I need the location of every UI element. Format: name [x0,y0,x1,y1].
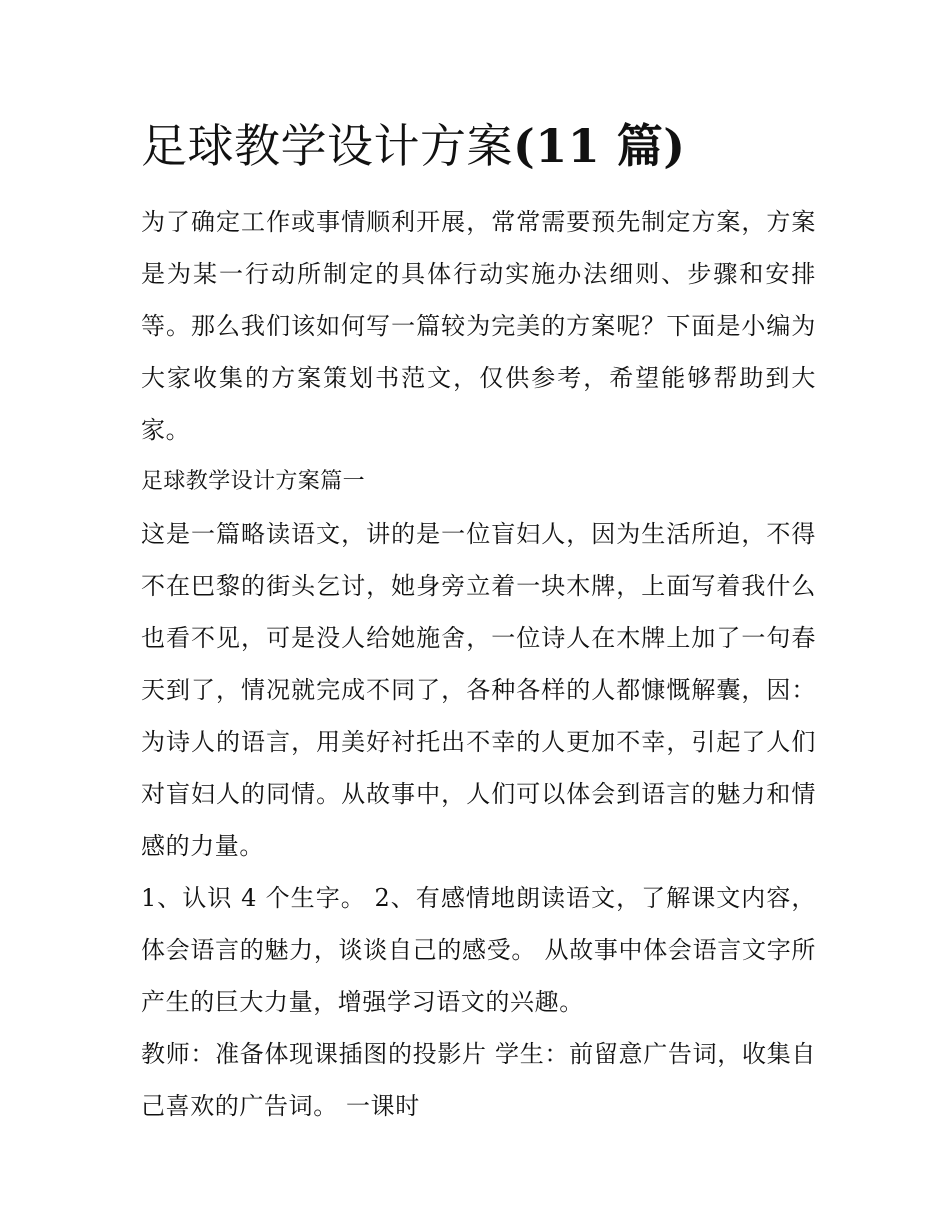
document-body [141,196,816,1132]
title-count: (11 篇) [513,119,686,173]
document-title [141,116,686,176]
intro-paragraph: 为了确定工作或事情顺利开展，常常需要预先制定方案，方案是为某一行动所制定的具体行动实施办法细则、步骤和安排等。那么我们该如何写一篇较为完美的方案呢？下面是小编为大家收集的方案策划书范文，仅供参考，希望能够帮助到大家。 [141,208,816,444]
section-heading: 足球教学设计方案篇一 [141,469,366,494]
paragraph-story: 这是一篇略读语文，讲的是一位盲妇人，因为生活所迫，不得不在巴黎的街头乞讨，她身旁立着一块木牌，上面写着我什么也看不见，可是没人给她施舍，一位诗人在木牌上加了一句春天到了，情况就完成不同了，各种各样的人都慷慨解囊，因：为诗人的语言，用美好衬托出不幸的人更加不幸，引起了人们对盲妇人的同情。从故事中，人们可以体会到语言的魅力和情感的力量。 [141,520,816,860]
paragraph-goals: 1、认识 4 个生字。 2、有感情地朗读语文，了解课文内容，体会语言的魅力，谈谈自己的感受。 从故事中体会语言文字所产生的巨大力量，增强学习语文的兴趣。 [141,884,816,1016]
paragraph-preparation: 教师：准备体现课插图的投影片 学生：前留意广告词，收集自己喜欢的广告词。 一课时 [141,1040,816,1120]
title-main: 足球教学设计方案 [141,119,513,173]
